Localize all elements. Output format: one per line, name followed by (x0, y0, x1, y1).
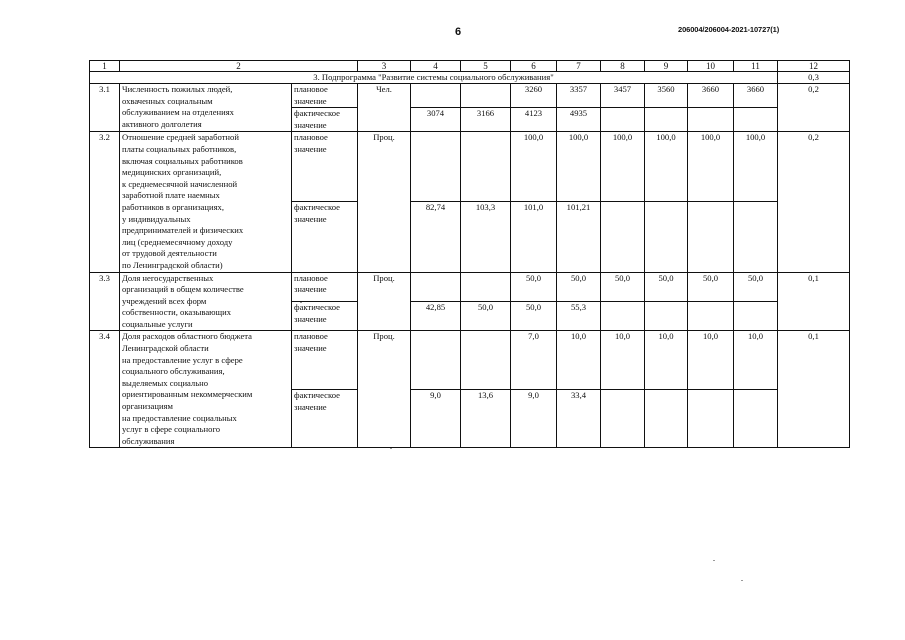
text-line: заработной плате наемных (122, 190, 220, 201)
fact-value (688, 108, 734, 132)
indicator-row (90, 132, 850, 202)
column-number-12: 12 (778, 61, 850, 72)
fact-value (645, 389, 688, 447)
fact-label (292, 108, 358, 132)
plan-value: 100,0 (511, 132, 557, 202)
fact-value: 13,6 (461, 389, 511, 447)
column-number-4: 4 (411, 61, 461, 72)
row-number: 3.4 (90, 331, 120, 448)
weight: 0,1 (778, 331, 850, 448)
fact-value (645, 301, 688, 330)
row-number: 3.1 (90, 84, 120, 132)
text-line: Ленинградской области (122, 343, 209, 354)
plan-label (292, 132, 358, 202)
fact-value: 3074 (411, 108, 461, 132)
fact-value (601, 301, 645, 330)
fact-value (734, 301, 778, 330)
text-line: услуг в сфере социального (122, 424, 221, 435)
text-line: социального обслуживания, (122, 366, 225, 377)
fact-label (292, 389, 358, 447)
row-number: 3.3 (90, 272, 120, 331)
text-line: включая социальных работников (122, 155, 243, 166)
plan-value: 10,0 (734, 331, 778, 389)
indicators-table (89, 60, 850, 448)
text-line: Доля расходов областного бюджета (122, 331, 252, 342)
plan-value: 50,0 (511, 272, 557, 301)
plan-value: 3260 (511, 84, 557, 108)
fact-label (292, 202, 358, 272)
plan-value: 100,0 (645, 132, 688, 202)
column-number-9: 9 (645, 61, 688, 72)
text-line: плановое (294, 272, 328, 283)
column-number-1: 1 (90, 61, 120, 72)
text-line: фактическое (294, 108, 340, 119)
plan-value (461, 331, 511, 389)
text-line: значение (294, 401, 327, 412)
text-line: на предоставление услуг в сфере (122, 354, 243, 365)
text-line: платы социальных работников, (122, 143, 237, 154)
fact-value (734, 108, 778, 132)
weight: 0,2 (778, 84, 850, 132)
plan-value: 10,0 (557, 331, 601, 389)
indicator-row (90, 272, 850, 301)
unit: Проц. (358, 272, 411, 331)
text-line: значение (294, 343, 327, 354)
fact-value: 4935 (557, 108, 601, 132)
text-line: к среднемесячной начисленной (122, 178, 238, 189)
text-line: обслуживания (122, 435, 175, 446)
plan-value: 7,0 (511, 331, 557, 389)
fact-label (292, 301, 358, 330)
plan-value: 10,0 (601, 331, 645, 389)
text-line: собственности, оказывающих (122, 307, 232, 318)
fact-value: 9,0 (511, 389, 557, 447)
text-line: социальные услуги (122, 318, 193, 329)
fact-value (734, 389, 778, 447)
fact-value: 33,4 (557, 389, 601, 447)
plan-value: 10,0 (645, 331, 688, 389)
text-line: плановое (294, 331, 328, 342)
indicator-name (120, 272, 292, 331)
document-code: 206004/206004-2021-10727(1) (678, 25, 780, 34)
text-line: фактическое (294, 389, 340, 400)
column-number-11: 11 (734, 61, 778, 72)
indicator-row (90, 331, 850, 389)
fact-value: 101,21 (557, 202, 601, 272)
plan-value: 100,0 (734, 132, 778, 202)
column-number-7: 7 (557, 61, 601, 72)
plan-value: 100,0 (601, 132, 645, 202)
fact-value: 42,85 (411, 301, 461, 330)
fact-value (645, 108, 688, 132)
weight: 0,1 (778, 272, 850, 331)
plan-value (411, 272, 461, 301)
column-number-8: 8 (601, 61, 645, 72)
text-line: Численность пожилых людей, (122, 84, 233, 94)
row-number: 3.2 (90, 132, 120, 272)
plan-value: 3457 (601, 84, 645, 108)
scan-speck (741, 580, 743, 581)
fact-value: 101,0 (511, 202, 557, 272)
text-line: значение (294, 214, 327, 225)
text-line: на предоставление социальных (122, 412, 237, 423)
text-line: Доля негосударственных (122, 272, 214, 283)
fact-value (688, 202, 734, 272)
fact-value (688, 301, 734, 330)
plan-value: 3357 (557, 84, 601, 108)
indicator-name (120, 331, 292, 448)
text-line: работников в организациях, (122, 201, 225, 212)
text-line: организациям (122, 401, 173, 412)
plan-label (292, 331, 358, 389)
text-line: плановое (294, 132, 328, 143)
plan-value: 50,0 (557, 272, 601, 301)
column-number-10: 10 (688, 61, 734, 72)
fact-value: 55,3 (557, 301, 601, 330)
plan-value: 3660 (688, 84, 734, 108)
unit: Проц. (358, 132, 411, 272)
plan-value (411, 84, 461, 108)
column-number-6: 6 (511, 61, 557, 72)
plan-value (461, 272, 511, 301)
section-title: 3. Подпрограмма "Развитие системы социального обслуживания" (90, 72, 778, 84)
plan-value (461, 84, 511, 108)
text-line: медицинских организаций, (122, 167, 222, 178)
text-line: лиц (среднемесячному доходу (122, 236, 233, 247)
text-line: значение (294, 119, 327, 130)
indicator-name (120, 132, 292, 272)
fact-value: 103,3 (461, 202, 511, 272)
text-line: от трудовой деятельности (122, 248, 217, 259)
text-line: плановое (294, 84, 328, 94)
text-line: предпринимателей и физических (122, 225, 244, 236)
text-line: выделяемых социально (122, 377, 209, 388)
text-line: ориентированным некоммерческим (122, 389, 253, 400)
text-line: по Ленинградской области) (122, 259, 223, 270)
fact-value: 4123 (511, 108, 557, 132)
plan-value: 50,0 (688, 272, 734, 301)
plan-label (292, 84, 358, 108)
scan-speck (300, 302, 302, 303)
text-line: организаций в общем количестве (122, 284, 244, 295)
plan-label (292, 272, 358, 301)
text-line: фактическое (294, 202, 340, 213)
fact-value: 3166 (461, 108, 511, 132)
plan-value: 100,0 (688, 132, 734, 202)
section-weight: 0,3 (778, 72, 850, 84)
indicator-row (90, 84, 850, 108)
fact-value (734, 202, 778, 272)
weight: 0,2 (778, 132, 850, 272)
plan-value: 100,0 (557, 132, 601, 202)
plan-value: 3560 (645, 84, 688, 108)
header-row (90, 61, 850, 72)
plan-value (411, 331, 461, 389)
column-number-2: 2 (120, 61, 358, 72)
fact-value (645, 202, 688, 272)
fact-value: 50,0 (461, 301, 511, 330)
fact-value: 9,0 (411, 389, 461, 447)
text-line: фактическое (294, 301, 340, 312)
text-line: активного долголетия (122, 118, 202, 129)
text-line: значение (294, 284, 327, 295)
plan-value: 50,0 (645, 272, 688, 301)
unit: Проц. (358, 331, 411, 448)
fact-value: 82,74 (411, 202, 461, 272)
column-number-5: 5 (461, 61, 511, 72)
fact-value (601, 389, 645, 447)
plan-value: 10,0 (688, 331, 734, 389)
text-line: у индивидуальных (122, 213, 191, 224)
plan-value: 50,0 (734, 272, 778, 301)
page-number: 6 (455, 26, 462, 38)
unit: Чел. (358, 84, 411, 132)
fact-value (601, 202, 645, 272)
column-number-3: 3 (358, 61, 411, 72)
text-line: Отношение средней заработной (122, 132, 239, 143)
text-line: учреждений всех форм (122, 295, 207, 306)
fact-value (688, 389, 734, 447)
fact-value: 50,0 (511, 301, 557, 330)
plan-value: 50,0 (601, 272, 645, 301)
text-line: значение (294, 143, 327, 154)
indicator-name (120, 84, 292, 132)
text-line: значение (294, 313, 327, 324)
plan-value (461, 132, 511, 202)
text-line: охваченных социальным (122, 95, 213, 106)
plan-value (411, 132, 461, 202)
fact-value (601, 108, 645, 132)
text-line: обслуживанием на отделениях (122, 107, 234, 118)
plan-value: 3660 (734, 84, 778, 108)
text-line: значение (294, 95, 327, 106)
scan-speck (713, 560, 715, 561)
section-row (90, 72, 850, 84)
scan-speck (390, 448, 392, 449)
